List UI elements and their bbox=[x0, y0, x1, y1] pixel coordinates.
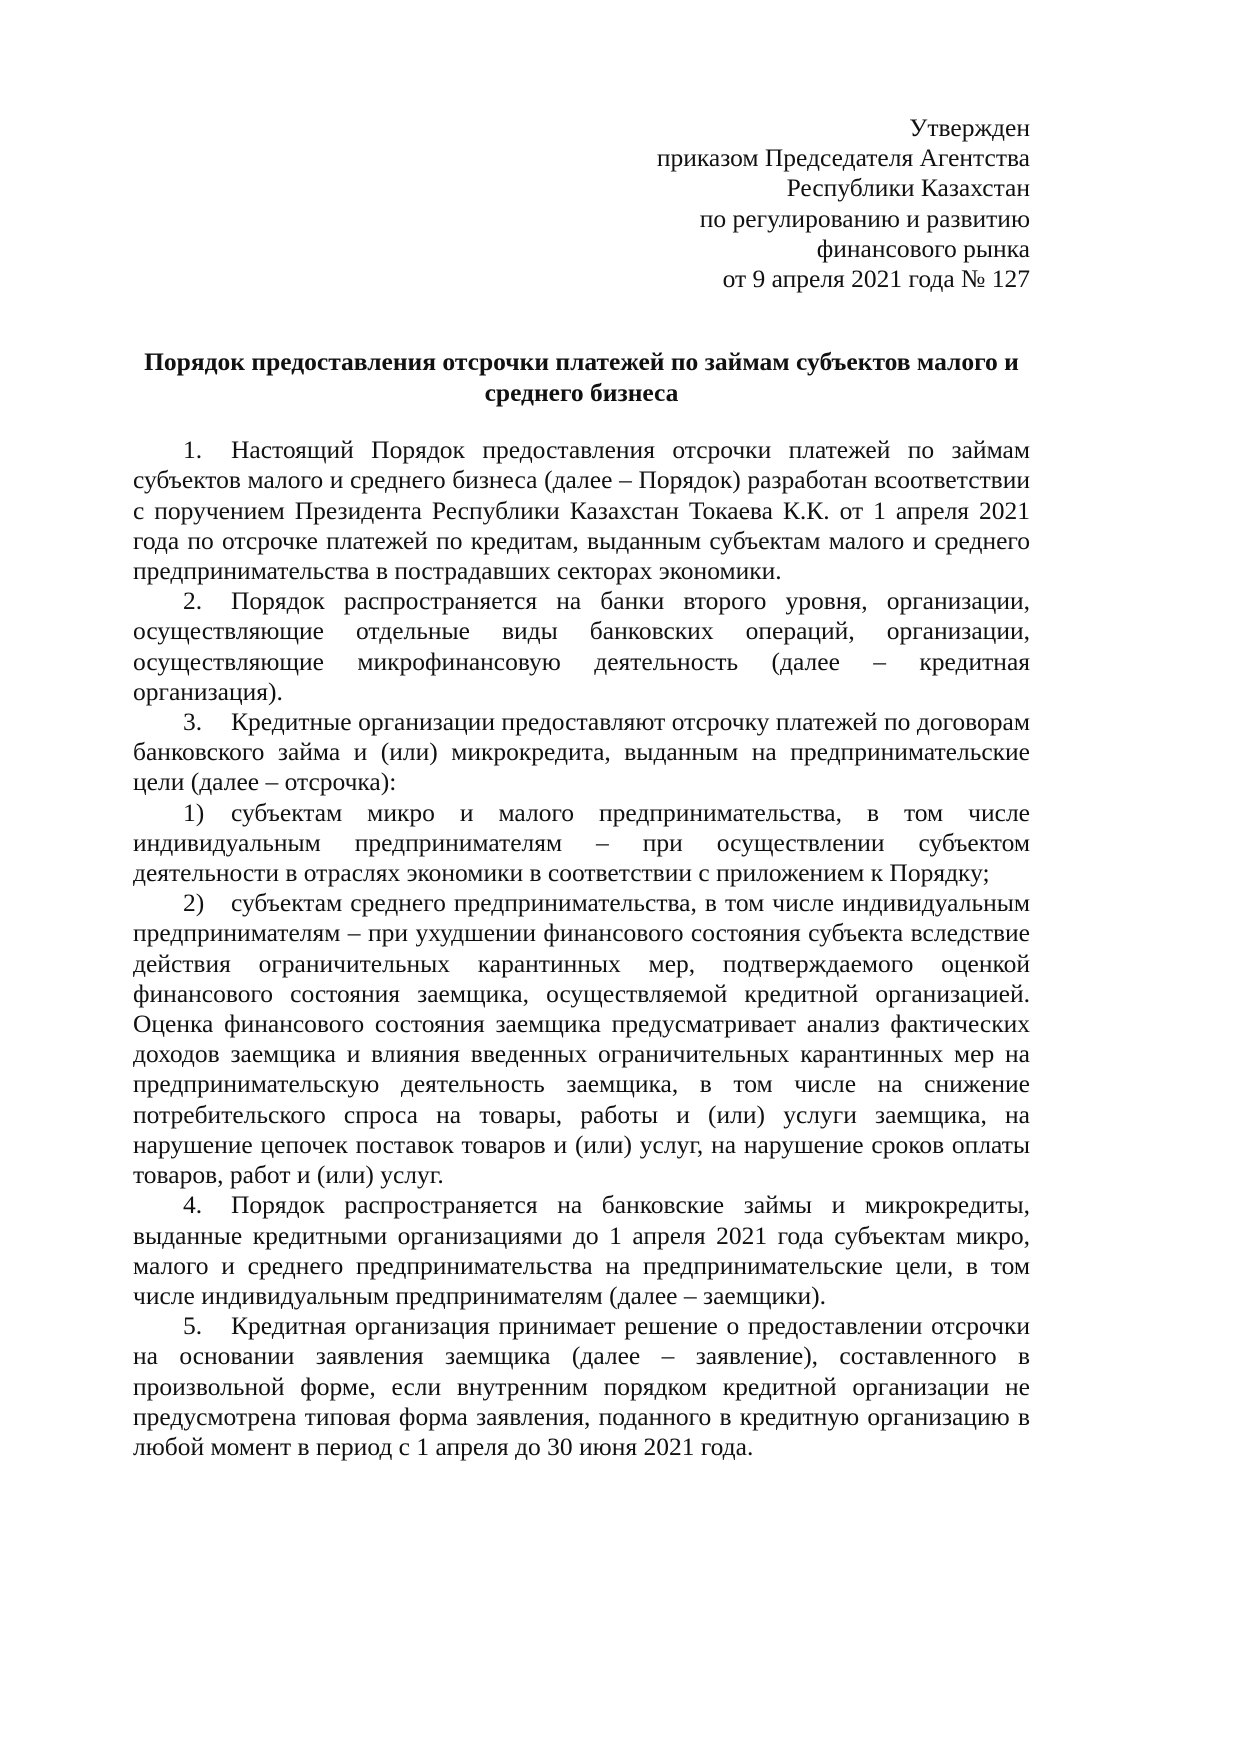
paragraph-number: 4. bbox=[183, 1190, 203, 1220]
approval-line: по регулированию и развитию bbox=[699, 203, 1030, 233]
paragraph-number: 1) bbox=[183, 797, 205, 827]
approval-line: Республики Казахстан bbox=[786, 173, 1030, 203]
paragraph-5 bbox=[133, 1311, 1030, 1462]
paragraph-text: Кредитная организация принимает решение о предоставлении отсрочки на основании заявления заемщика (далее – заявление), составленного в произвольной форме, если внутренним порядком кредитной организации не предусмотрена типовая форма заявления, поданного в кредитную организацию в любой момент в период с 1 апреля до 30 июня 2021 года. bbox=[133, 1311, 1030, 1461]
paragraph-text: субъектам микро и малого предпринимательства, в том числе индивидуальным предпринимателям – при осуществлении субъектом деятельности в отраслях экономики в соответствии с приложением к Порядку; bbox=[133, 797, 1030, 888]
paragraph-number: 2) bbox=[183, 888, 205, 918]
approval-line: финансового рынка bbox=[816, 233, 1030, 263]
paragraph-text: Кредитные организации предоставляют отсрочку платежей по договорам банковского займа и (или) микрокредита, выданным на предпринимательские цели (далее – отсрочка): bbox=[133, 707, 1030, 797]
document-title: Порядок предоставления отсрочки платежей по займам субъектов малого и среднего бизнеса bbox=[144, 347, 1019, 408]
paragraph-text: субъектам среднего предпринимательства, в том числе индивидуальным предпринимателям – при ухудшении финансового состояния субъекта вследствие действия ограничительных карантинных мер, подтверждаемого оценкой финансового состояния заемщика, осуществляемой кредитной организацией. Оценка финансового состояния заемщика предусматривает анализ фактических доходов заемщика и влияния введенных ограничительных карантинных мер на предпринимательскую деятельность заемщика, в том числе на снижение потребительского спроса на товары, работы и (или) услуги заемщика, на нарушение цепочек поставок товаров и (или) услуг, на нарушение сроков оплаты товаров, работ и (или) услуг. bbox=[133, 888, 1030, 1190]
paragraph-2 bbox=[133, 586, 1030, 707]
paragraph-number: 3. bbox=[183, 707, 203, 737]
paragraph-number: 1. bbox=[183, 435, 203, 465]
approval-line: Утвержден bbox=[909, 113, 1030, 142]
paragraph-text: Настоящий Порядок предоставления отсрочки платежей по займам субъектов малого и среднего бизнеса (далее – Порядок) разработан всоответствии с поручением Президента Республики Казахстан Токаева К.К. от 1 апреля 2021 года по отсрочке платежей по кредитам, выданным субъектам малого и среднего предпринимательства в пострадавших секторах экономики. bbox=[133, 435, 1030, 586]
paragraph-3 bbox=[133, 707, 1030, 798]
approval-line: от 9 апреля 2021 года № 127 bbox=[722, 264, 1030, 294]
paragraph-4 bbox=[133, 1190, 1030, 1311]
paragraph-text: Порядок распространяется на банковские займы и микрокредиты, выданные кредитными организациями до 1 апреля 2021 года субъектам микро, малого и среднего предпринимательства на предпринимательские цели, в том числе индивидуальным предпринимателям (далее – заемщики). bbox=[133, 1190, 1030, 1310]
subparagraph-1 bbox=[133, 798, 1030, 889]
paragraph-text: Порядок распространяется на банки второго уровня, организации, осуществляющие отдельные виды банковских операций, организации, осуществляющие микрофинансовую деятельность (далее – кредитная организация). bbox=[133, 586, 1030, 706]
paragraph-1 bbox=[133, 435, 1030, 586]
document-body bbox=[133, 435, 1030, 1462]
approval-stamp bbox=[133, 113, 1030, 294]
approval-line: приказом Председателя Агентства bbox=[656, 143, 1030, 173]
paragraph-number: 2. bbox=[183, 586, 203, 616]
document-page bbox=[133, 113, 1030, 1462]
paragraph-number: 5. bbox=[183, 1311, 203, 1341]
subparagraph-2 bbox=[133, 888, 1030, 1190]
